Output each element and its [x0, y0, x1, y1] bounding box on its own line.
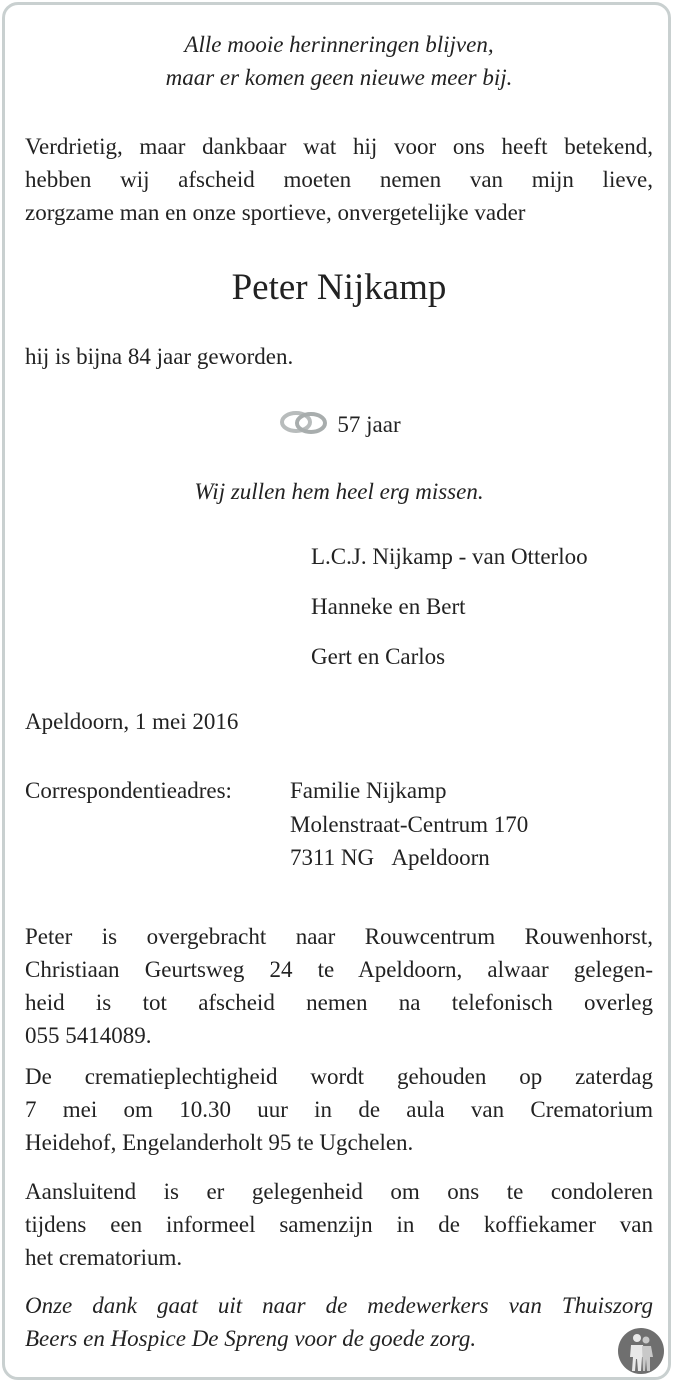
text-line: Verdrietig, maar dankbaar wat hij voor ons heeft betekend,: [25, 134, 653, 159]
text-line: heid is tot afscheid nemen na telefonisch overleg: [25, 990, 653, 1015]
address-line: 7311 NG Apeldoorn: [290, 845, 490, 870]
text-line: De crematieplechtigheid wordt gehouden op zaterdag: [25, 1064, 653, 1089]
address-line: Familie Nijkamp: [290, 778, 447, 803]
cremation-paragraph: [25, 1060, 653, 1159]
condolence-paragraph: [25, 1175, 653, 1274]
family-member: L.C.J. Nijkamp - van Otterloo: [311, 544, 588, 569]
text-line: tijdens een informeel samenzijn in de koffiekamer van: [25, 1212, 653, 1237]
address-line: Molenstraat-Centrum 170: [290, 812, 529, 837]
deceased-name: Peter Nijkamp: [231, 267, 447, 308]
quote-line: maar er komen geen nieuwe meer bij.: [165, 65, 513, 90]
text-line: het crematorium.: [25, 1245, 183, 1270]
text-line: Heidehof, Engelanderholt 95 te Ugchelen.: [25, 1130, 414, 1155]
text-line: 7 mei om 10.30 uur in de aula van Crematorium: [25, 1097, 653, 1122]
thanks-paragraph: [25, 1289, 653, 1355]
memorial-logo-icon: [617, 1327, 665, 1380]
text-line: Beers en Hospice De Spreng voor de goede zorg.: [25, 1326, 477, 1351]
marriage-years: [25, 408, 653, 445]
intro-paragraph: [25, 130, 653, 229]
correspondence-address: [25, 774, 653, 874]
text-line: Onze dank gaat uit naar de medewerkers van Thuiszorg: [25, 1293, 653, 1318]
age-text: hij is bijna 84 jaar geworden.: [25, 344, 294, 369]
transfer-paragraph: [25, 920, 653, 1052]
text-line: Aansluitend is er gelegenheid om ons te condoleren: [25, 1179, 653, 1204]
text-line: hebben wij afscheid moeten nemen van mijn lieve,: [25, 167, 653, 192]
text-line: zorgzame man en onze sportieve, onvergetelijke vader: [25, 200, 526, 225]
text-line: 055 5414089.: [25, 1023, 152, 1048]
opening-quote: [25, 28, 653, 94]
miss-text: Wij zullen hem heel erg missen.: [194, 479, 484, 504]
wedding-rings-icon: [277, 408, 331, 445]
place-date: Apeldoorn, 1 mei 2016: [25, 709, 239, 734]
text-line: Christiaan Geurtsweg 24 te Apeldoorn, alwaar gelegen-: [25, 957, 653, 982]
quote-line: Alle mooie herinneringen blijven,: [184, 32, 494, 57]
family-member: Gert en Carlos: [311, 644, 446, 669]
marriage-years-text: 57 jaar: [337, 412, 401, 437]
correspondence-label: Correspondentieadres:: [25, 778, 232, 803]
text-line: Peter is overgebracht naar Rouwcentrum Rouwenhorst,: [25, 924, 653, 949]
family-member: Hanneke en Bert: [311, 594, 466, 619]
